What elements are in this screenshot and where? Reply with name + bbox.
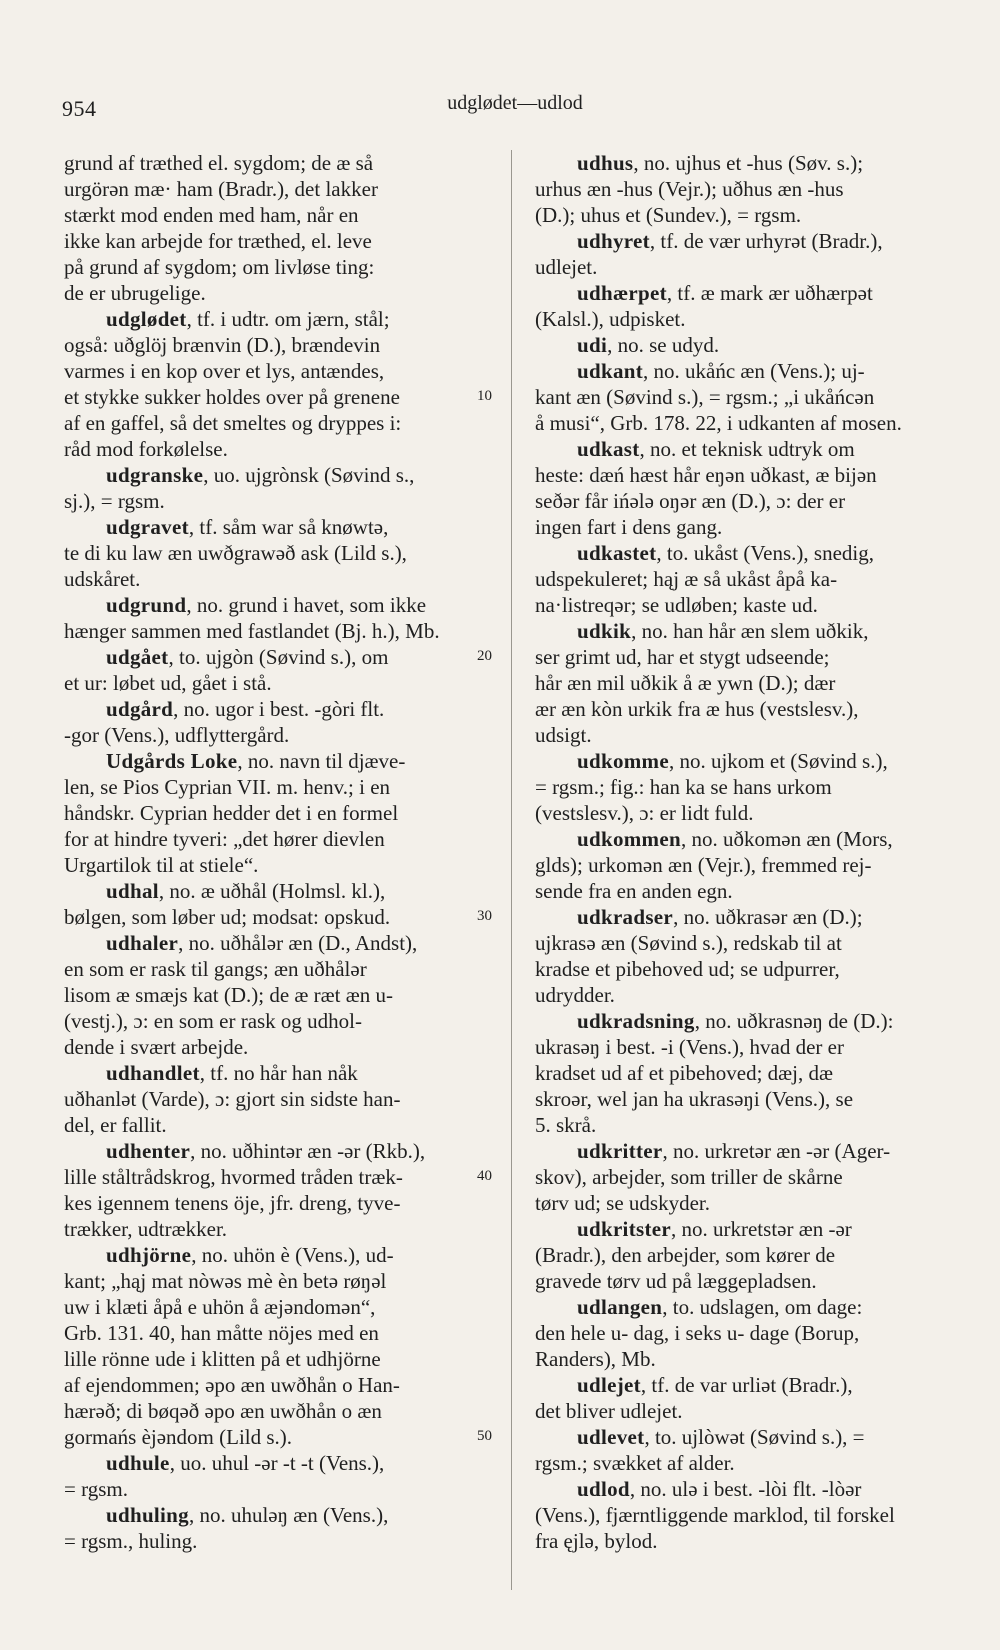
headword: udkommen	[577, 827, 681, 851]
headword: udlevet	[577, 1425, 645, 1449]
entry-line-headword: udhærpet, tf. æ mark ær uðhærpət	[577, 281, 873, 305]
text-line: et ur: løbet ud, gået i stå.	[64, 671, 272, 695]
entry-line-headword: udgravet, tf. såm war så knøwtə,	[106, 515, 389, 539]
text-line: udskåret.	[64, 567, 141, 591]
margin-line-number: 50	[477, 1428, 492, 1444]
entry-line-headword: udgrund, no. grund i havet, som ikke	[106, 593, 427, 617]
headword: udkradsning	[577, 1009, 695, 1033]
text-line: skroər, wel jan ha ukrasəŋi (Vens.), se	[535, 1087, 854, 1111]
headword: udgranske	[106, 463, 204, 487]
margin-line-number: 20	[477, 648, 492, 664]
entry-line-headword: udlejet, tf. de var urliət (Bradr.),	[577, 1373, 853, 1397]
headword: udhjörne	[106, 1243, 192, 1267]
text-line: del, er fallit.	[64, 1113, 167, 1137]
headword: udgået	[106, 645, 169, 669]
text-line: råd mod forkølelse.	[64, 437, 228, 461]
headword: udkast	[577, 437, 640, 461]
text-line: urhus æn -hus (Vejr.); uðhus æn -hus	[535, 177, 844, 201]
entry-line-headword: udhuling, no. uhuləŋ æn (Vens.),	[106, 1503, 389, 1527]
headword: udgård	[106, 697, 174, 721]
text-line: -gor (Vens.), udflyttergård.	[64, 723, 290, 747]
entry-line-headword: udgranske, uo. ujgrònsk (Søvind s.,	[106, 463, 415, 487]
entry-line-headword: udkast, no. et teknisk udtryk om	[577, 437, 855, 461]
text-line: sj.), = rgsm.	[64, 489, 165, 513]
text-line: seðər får ińələ oŋər æn (D.), ɔ: der er	[535, 489, 846, 513]
entry-line-headword: udkomme, no. ujkom et (Søvind s.),	[577, 749, 888, 773]
text-line: = rgsm.; fig.: han ka se hans urkom	[535, 775, 832, 799]
text-line: varmes i en kop over et lys, antændes,	[64, 359, 385, 383]
text-line: ujkrasə æn (Søvind s.), redskab til at	[535, 931, 842, 955]
text-line: af ejendommen; əpo æn uwðhån o Han-	[64, 1373, 400, 1397]
entry-line-headword: udhyret, tf. de vær urhyrət (Bradr.),	[577, 229, 883, 253]
text-line: udlejet.	[535, 255, 598, 279]
text-line: trækker, udtrækker.	[64, 1217, 228, 1241]
margin-line-number: 10	[477, 388, 492, 404]
headword: udhandlet	[106, 1061, 200, 1085]
text-line: et stykke sukker holdes over på grenene	[64, 385, 400, 409]
column-divider	[511, 150, 512, 1590]
headword: udkomme	[577, 749, 669, 773]
text-line: (Bradr.), den arbejder, som kører de	[535, 1243, 836, 1267]
text-line: skov), arbejder, som triller de skårne	[535, 1165, 843, 1189]
text-line: lisom æ smæjs kat (D.); de æ ræt æn u-	[64, 983, 394, 1007]
text-line: grund af træthed el. sygdom; de æ så	[64, 151, 374, 175]
entry-line-headword: udhus, no. ujhus et -hus (Søv. s.);	[577, 151, 864, 175]
headword: udhærpet	[577, 281, 667, 305]
entry-line-headword: udlangen, to. udslagen, om dage:	[577, 1295, 863, 1319]
text-line: hænger sammen med fastlandet (Bj. h.), Mb.	[64, 619, 440, 643]
text-line: for at hindre tyveri: „det hører dievlen	[64, 827, 385, 851]
text-line: udrydder.	[535, 983, 615, 1007]
entry-line-headword: udlod, no. ulə i best. -lòi flt. -lòər	[577, 1477, 862, 1501]
text-line: den hele u- dag, i seks u- dage (Borup,	[535, 1321, 860, 1345]
text-line: rgsm.; svækket af alder.	[535, 1451, 735, 1475]
entry-line-headword: udi, no. se udyd.	[577, 333, 720, 357]
text-line: glds); urkomən æn (Vejr.), fremmed rej-	[535, 853, 872, 877]
text-line: en som er rask til gangs; æn uðhålər	[64, 957, 367, 981]
entry-line-headword: udgård, no. ugor i best. -gòri flt.	[106, 697, 385, 721]
text-line: af en gaffel, så det smeltes og dryppes i:	[64, 411, 402, 435]
text-line: urgörən mæ· ham (Bradr.), det lakker	[64, 177, 378, 201]
headword: udgrund	[106, 593, 187, 617]
text-line: gormańs èjəndom (Lild s.).	[64, 1425, 293, 1449]
text-line: ær æn kòn urkik fra æ hus (vestslesv.),	[535, 697, 859, 721]
text-line: 5. skrå.	[535, 1113, 597, 1137]
entry-line-headword: Udgårds Loke, no. navn til djæve-	[106, 749, 406, 773]
text-line: håndskr. Cyprian hedder det i en formel	[64, 801, 399, 825]
text-line: bølgen, som løber ud; modsat: opskud.	[64, 905, 391, 929]
text-line: stærkt mod enden med ham, når en	[64, 203, 359, 227]
entry-line-headword: udhule, uo. uhul -ər -t -t (Vens.),	[106, 1451, 385, 1475]
text-line: udsigt.	[535, 723, 592, 747]
headword: udkant	[577, 359, 644, 383]
text-line: på grund af sygdom; om livløse ting:	[64, 255, 375, 279]
text-line: de er ubrugelige.	[64, 281, 206, 305]
headword: udhyret	[577, 229, 650, 253]
text-line: fra ęjlə, bylod.	[535, 1529, 658, 1553]
text-line: uðhanlət (Varde), ɔ: gjort sin sidste han-	[64, 1087, 401, 1111]
text-line: dende i svært arbejde.	[64, 1035, 249, 1059]
page-number: 954	[62, 96, 97, 121]
text-line: ukrasəŋ i best. -i (Vens.), hvad der er	[535, 1035, 844, 1059]
headword: udlejet	[577, 1373, 641, 1397]
text-line: å musi“, Grb. 178. 22, i udkanten af mosen.	[535, 411, 902, 435]
headword: udkritster	[577, 1217, 671, 1241]
text-line: = rgsm., huling.	[64, 1529, 198, 1553]
text-line: hår æn mil uðkik å æ ywn (D.); dær	[535, 671, 836, 695]
entry-line-headword: udlevet, to. ujlòwət (Søvind s.), =	[577, 1425, 865, 1449]
text-line: len, se Pios Cyprian VII. m. henv.; i en	[64, 775, 391, 799]
entry-line-headword: udkik, no. han hår æn slem uðkik,	[577, 619, 869, 643]
entry-line-headword: udhjörne, no. uhön è (Vens.), ud-	[106, 1243, 394, 1267]
entry-line-headword: udkradser, no. uðkrasər æn (D.);	[577, 905, 863, 929]
entry-line-headword: udkant, no. ukåńc æn (Vens.); uj-	[577, 359, 865, 383]
headword: udlangen	[577, 1295, 663, 1319]
entry-line-headword: udkradsning, no. uðkrasnəŋ de (D.):	[577, 1009, 894, 1033]
text-line: kes igennem tenens öje, jfr. dreng, tyve-	[64, 1191, 401, 1215]
text-line: na·listreqər; se udløben; kaste ud.	[535, 593, 818, 617]
text-line: ser grimt ud, har et stygt udseende;	[535, 645, 830, 669]
text-line: udspekuleret; hąj æ så ukåst åpå ka-	[535, 567, 838, 591]
text-line: Randers), Mb.	[535, 1347, 656, 1371]
text-line: tørv ud; se udskyder.	[535, 1191, 710, 1215]
text-line: også: uðglöj brænvin (D.), brændevin	[64, 333, 381, 357]
headword: udlod	[577, 1477, 630, 1501]
text-line: Urgartilok til at stiele“.	[64, 853, 259, 877]
headword: udhule	[106, 1451, 170, 1475]
text-line: hærəð; di bøqəð əpo æn uwðhån o æn	[64, 1399, 382, 1423]
text-line: (Kalsl.), udpisket.	[535, 307, 686, 331]
text-line: lille rönne ude i klitten på et udhjörne	[64, 1347, 381, 1371]
headword: Udgårds Loke	[106, 749, 238, 773]
running-head: udglødet—udlod	[447, 92, 583, 114]
text-line: ingen fart i dens gang.	[535, 515, 723, 539]
entry-line-headword: udkastet, to. ukåst (Vens.), snedig,	[577, 541, 874, 565]
headword: udkastet	[577, 541, 657, 565]
text-line: det bliver udlejet.	[535, 1399, 683, 1423]
entry-line-headword: udkritter, no. urkretər æn -ər (Ager-	[577, 1139, 891, 1163]
headword: udglødet	[106, 307, 187, 331]
headword: udi	[577, 333, 608, 357]
headword: udhal	[106, 879, 159, 903]
entry-line-headword: udhandlet, tf. no hår han nåk	[106, 1061, 358, 1085]
text-line: te di ku law æn uwðgrawəð ask (Lild s.),	[64, 541, 407, 565]
text-line: (vestj.), ɔ: en som er rask og udhol-	[64, 1009, 363, 1033]
text-line: ikke kan arbejde for træthed, el. leve	[64, 229, 372, 253]
text-line: gravede tørv ud på læggepladsen.	[535, 1269, 817, 1293]
entry-line-headword: udkommen, no. uðkomən æn (Mors,	[577, 827, 893, 851]
entry-line-headword: udhaler, no. uðhålər æn (D., Andst),	[106, 931, 418, 955]
headword: udkritter	[577, 1139, 663, 1163]
text-line: = rgsm.	[64, 1477, 128, 1501]
margin-line-number: 40	[477, 1168, 492, 1184]
entry-line-headword: udgået, to. ujgòn (Søvind s.), om	[106, 645, 389, 669]
text-line: kradset ud af et pibehoved; dæj, dæ	[535, 1061, 834, 1085]
text-line: Grb. 131. 40, han måtte nöjes med en	[64, 1321, 379, 1345]
text-line: kradse et pibehoved ud; se udpurrer,	[535, 957, 840, 981]
headword: udgravet	[106, 515, 189, 539]
headword: udhus	[577, 151, 634, 175]
text-line: kant; „hąj mat nòwəs mè èn betə røŋəl	[64, 1269, 387, 1293]
headword: udhaler	[106, 931, 179, 955]
headword: udhuling	[106, 1503, 189, 1527]
right-column	[535, 150, 945, 1554]
text-line: lille ståltrådskrog, hvormed tråden træk-	[64, 1165, 403, 1189]
text-line: kant æn (Søvind s.), = rgsm.; „i ukåńcən	[535, 385, 875, 409]
text-line: (Vens.), fjærntliggende marklod, til forskel	[535, 1503, 895, 1527]
headword: udhenter	[106, 1139, 191, 1163]
text-line: (vestslesv.), ɔ: er lidt fuld.	[535, 801, 754, 825]
text-line: uw i klæti åpå e uhön å æjəndomən“,	[64, 1295, 376, 1319]
margin-line-number: 30	[477, 908, 492, 924]
headword: udkradser	[577, 905, 674, 929]
entry-line-headword: udkritster, no. urkretstər æn -ər	[577, 1217, 852, 1241]
entry-line-headword: udhal, no. æ uðhål (Holmsl. kl.),	[106, 879, 386, 903]
headword: udkik	[577, 619, 632, 643]
text-line: (D.); uhus et (Sundev.), = rgsm.	[535, 203, 802, 227]
text-line: heste: dæń hæst hår eŋən uðkast, æ bijən	[535, 463, 877, 487]
text-line: sende fra en anden egn.	[535, 879, 733, 903]
left-column	[64, 150, 494, 1554]
entry-line-headword: udhenter, no. uðhintər æn -ər (Rkb.),	[106, 1139, 426, 1163]
entry-line-headword: udglødet, tf. i udtr. om jærn, stål;	[106, 307, 390, 331]
